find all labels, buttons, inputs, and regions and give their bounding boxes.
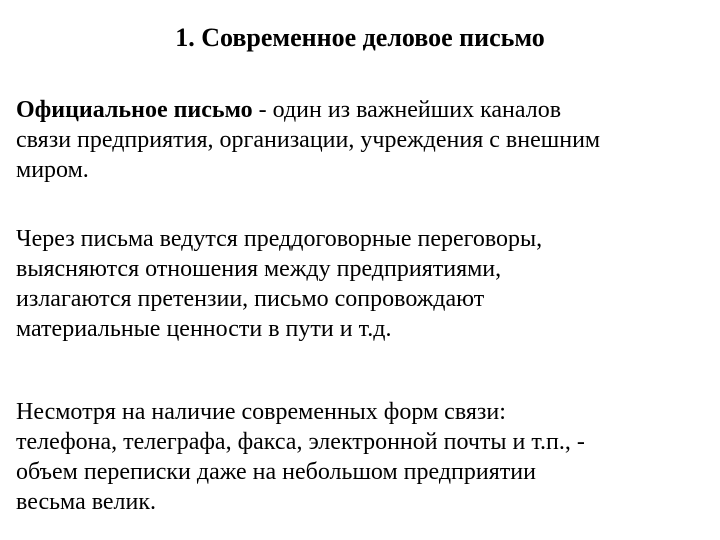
paragraph-line: связи предприятия, организации, учреждения с внешним	[16, 127, 601, 153]
paragraph-line	[16, 95, 716, 125]
paragraph-line: объем переписки даже на небольшом предприятии	[16, 459, 536, 485]
paragraph-line: выясняются отношения между предприятиями,	[16, 256, 502, 282]
paragraph-line: миром.	[16, 157, 89, 183]
paragraph-line: материальные ценности в пути и т.д.	[16, 316, 392, 342]
definition-text: - один из важнейших каналов	[252, 97, 562, 123]
defined-term: Официальное письмо	[16, 97, 253, 123]
paragraph-line: весьма велик.	[16, 489, 157, 515]
paragraph-line: излагаются претензии, письмо сопровождают	[16, 286, 485, 312]
paragraph-line: Через письма ведутся преддоговорные переговоры,	[16, 226, 543, 252]
paragraph-line: телефона, телеграфа, факса, электронной почты и т.п., -	[16, 429, 585, 455]
slide-title: 1. Современное деловое письмо	[175, 23, 545, 52]
paragraph-letter-purposes	[16, 224, 716, 344]
paragraph-official-letter	[16, 95, 716, 185]
paragraph-correspondence-volume	[16, 397, 716, 517]
paragraph-line: Несмотря на наличие современных форм связи:	[16, 399, 506, 425]
